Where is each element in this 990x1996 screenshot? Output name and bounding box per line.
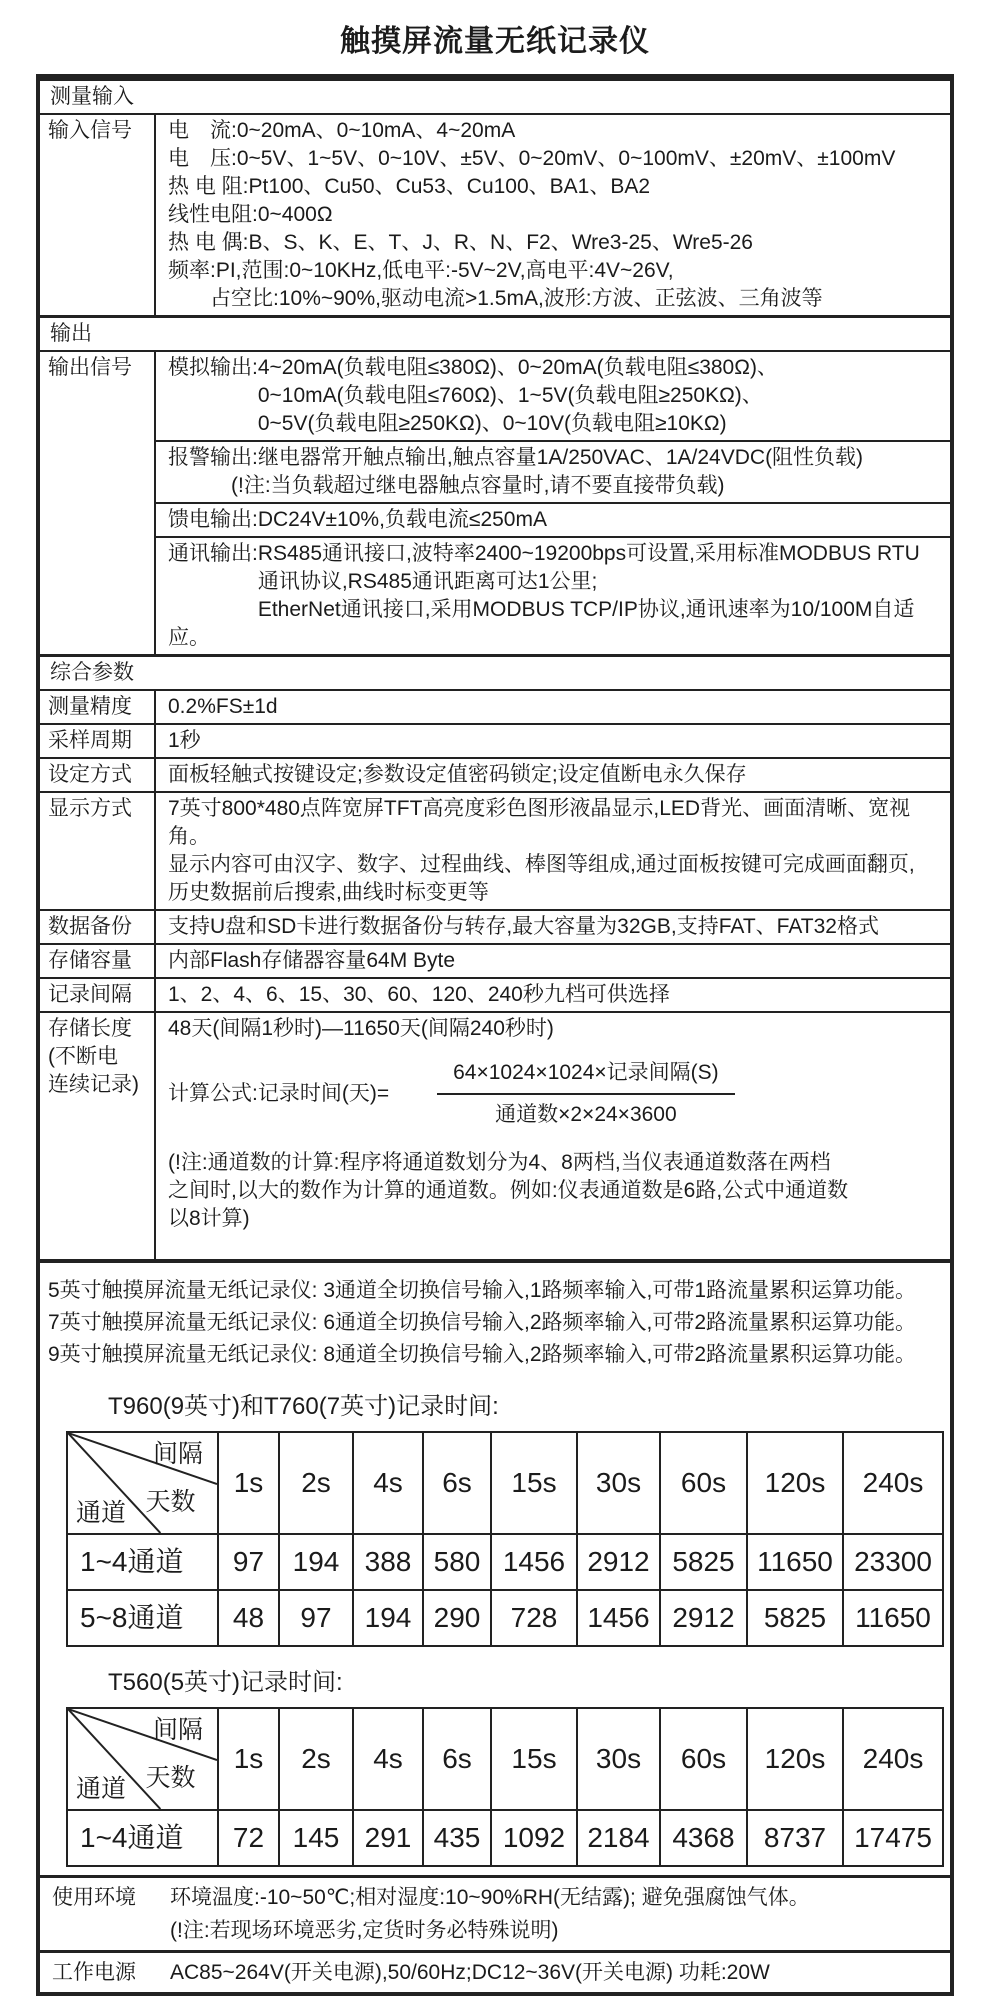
table-cell: 5825 [747,1590,843,1646]
spec-line: 支持U盘和SD卡进行数据备份与转存,最大容量为32GB,支持FAT、FAT32格式 [168,915,879,938]
row-label: 采样周期 [40,725,156,757]
row-output-signal [40,350,950,654]
row-content [156,793,950,909]
row-environment [40,1875,950,1950]
row-content [170,1956,950,1989]
row-content [156,691,950,723]
spec-line: 馈电输出:DC24V±10%,负载电流≤250mA [168,508,547,531]
spec-line: 7英寸800*480点阵宽屏TFT高亮度彩色图形液晶显示,LED背光、画面清晰、宽视角。 [168,797,911,848]
row-content [156,1013,950,1259]
corner-label-days: 天数 [145,1764,196,1792]
table-cell: 388 [353,1534,423,1590]
section-measure-input [40,78,950,113]
table-title-t560: T560(5英寸)记录时间: [108,1669,343,1696]
spec-line: 0~5V(负载电阻≥250KΩ)、0~10V(负载电阻≥10KΩ) [168,412,727,435]
col-header: 240s [843,1432,943,1534]
table-cell: 2184 [577,1810,660,1866]
spec-line: 模拟输出:4~20mA(负载电阻≤380Ω)、0~20mA(负载电阻≤380Ω)、 [168,356,778,379]
table-cell: 291 [353,1810,423,1866]
corner-label-days: 天数 [145,1488,196,1516]
row-accuracy [40,689,950,723]
product-line: 9英寸触摸屏流量无纸记录仪: 8通道全切换信号输入,2路频率输入,可带2路流量累积运算功能。 [48,1343,917,1366]
row-content [170,1881,950,1947]
spec-line: 显示内容可由汉字、数字、过程曲线、棒图等组成,通过面板按键可完成画面翻页, [168,853,915,876]
row-backup [40,909,950,943]
col-header: 240s [843,1708,943,1810]
table-row [67,1534,943,1590]
col-header: 2s [279,1708,353,1810]
row-header: 1~4通道 [67,1810,218,1866]
spec-line: (!注:当负载超过继电器触点容量时,请不要直接带负载) [168,474,725,497]
row-label: 输出信号 [40,352,156,654]
row-label: 数据备份 [40,911,156,943]
row-sampling [40,723,950,757]
col-header: 2s [279,1432,353,1534]
table-row [67,1590,943,1646]
row-label: 存储容量 [40,945,156,977]
table-cell: 194 [353,1590,423,1646]
power-line: AC85~264V(开关电源),50/60Hz;DC12~36V(开关电源) 功耗:20W [170,1961,770,1984]
row-display [40,791,950,909]
table-cell: 5825 [660,1534,747,1590]
col-header: 30s [577,1432,660,1534]
spec-line: 通讯输出:RS485通讯接口,波特率2400~19200bps可设置,采用标准MODBUS RTU [168,542,920,565]
row-storage-length [40,1011,950,1259]
col-header: 15s [491,1432,577,1534]
spec-line: 48天(间隔1秒时)—11650天(间隔240秒时) [168,1017,554,1040]
col-header: 4s [353,1432,423,1534]
row-input-signal [40,113,950,315]
label-line: 存储长度 [48,1017,132,1040]
row-capacity [40,943,950,977]
corner-label-interval: 间隔 [152,1440,203,1468]
spec-table [36,74,954,1996]
spec-line: 频率:PI,范围:0~10KHz,低电平:-5V~2V,高电平:4V~26V, [168,259,674,282]
row-content [156,725,950,757]
spec-line: 1秒 [168,729,201,752]
spec-line: 电 压:0~5V、1~5V、0~10V、±5V、0~20mV、0~100mV、±20mV、±100mV [168,147,896,170]
note-line: 以8计算) [168,1207,250,1230]
row-label: 工作电源 [52,1961,136,1984]
env-line: 环境温度:-10~50℃;相对湿度:10~90%RH(无结露); 避免强腐蚀气体。 [170,1886,810,1909]
table-cell: 728 [491,1590,577,1646]
record-time-table-t960-t760 [66,1431,944,1647]
section-header: 综合参数 [50,661,134,684]
table-cell: 23300 [843,1534,943,1590]
row-label: 显示方式 [40,793,156,909]
col-header: 30s [577,1708,660,1810]
row-header: 5~8通道 [67,1590,218,1646]
note-line: 之间时,以大的数作为计算的通道数。例如:仪表通道数是6路,公式中通道数 [168,1179,849,1202]
row-content [156,115,950,315]
table-header-row [67,1708,943,1810]
block-analog-output [156,352,950,440]
col-header: 1s [218,1432,279,1534]
table-cell: 11650 [747,1534,843,1590]
row-label: 设定方式 [40,759,156,791]
block-feed-output [156,502,950,536]
row-power [40,1950,950,1992]
col-header: 6s [423,1432,491,1534]
spec-line: 报警输出:继电器常开触点输出,触点容量1A/250VAC、1A/24VDC(阻性负载) [168,446,864,469]
table-header-row [67,1432,943,1534]
page-title: 触摸屏流量无纸记录仪 [340,25,650,58]
row-label: 测量精度 [40,691,156,723]
section-general [40,654,950,689]
label-line: (不断电 [48,1045,118,1068]
formula-prefix: 计算公式:记录时间(天)= [168,1082,390,1105]
record-time-formula [168,1059,942,1129]
product-description-section [40,1263,950,1867]
table-cell: 1092 [491,1810,577,1866]
table-cell: 1456 [491,1534,577,1590]
table-cell: 1456 [577,1590,660,1646]
col-header: 120s [747,1432,843,1534]
col-header: 15s [491,1708,577,1810]
formula-numerator: 64×1024×1024×记录间隔(S) [437,1059,735,1095]
col-header: 4s [353,1708,423,1810]
table-cell: 2912 [660,1590,747,1646]
spec-line: 热 电 偶:B、S、K、E、T、J、R、N、F2、Wre3-25、Wre5-26 [168,231,753,254]
table-cell: 8737 [747,1810,843,1866]
row-content [156,979,950,1011]
table-cell: 97 [218,1534,279,1590]
row-label: 记录间隔 [40,979,156,1011]
env-line: (!注:若现场环境恶劣,定货时务必特殊说明) [170,1919,559,1942]
table-title-t960-t760: T960(9英寸)和T760(7英寸)记录时间: [108,1393,499,1420]
table-cell: 97 [279,1590,353,1646]
section-header: 输出 [50,322,92,345]
formula-denominator: 通道数×2×24×3600 [495,1103,677,1126]
corner-label-interval: 间隔 [152,1716,203,1744]
row-content [156,945,950,977]
table-cell: 4368 [660,1810,747,1866]
table-cell: 48 [218,1590,279,1646]
table-cell: 145 [279,1810,353,1866]
corner-label-channel: 通道 [76,1499,127,1527]
spec-line: 1、2、4、6、15、30、60、120、240秒九档可供选择 [168,983,670,1006]
table-row [67,1810,943,1866]
row-label [40,1013,156,1259]
table-cell: 580 [423,1534,491,1590]
note-line: (!注:通道数的计算:程序将通道数划分为4、8两档,当仪表通道数落在两档 [168,1151,831,1174]
corner-label-channel: 通道 [76,1775,127,1803]
block-alarm-output [156,440,950,502]
table-cell: 11650 [843,1590,943,1646]
row-label: 使用环境 [52,1886,136,1909]
formula-fraction [437,1059,735,1129]
spec-line: 热 电 阻:Pt100、Cu50、Cu53、Cu100、BA1、BA2 [168,175,651,198]
spec-line: 0~10mA(负载电阻≤760Ω)、1~5V(负载电阻≥250KΩ)、 [168,384,763,407]
label-line: 连续记录) [48,1073,139,1096]
col-header: 120s [747,1708,843,1810]
spec-line: 面板轻触式按键设定;参数设定值密码锁定;设定值断电永久保存 [168,763,747,786]
row-label: 输入信号 [40,115,156,315]
record-time-table-t560 [66,1707,944,1867]
spec-line: 占空比:10%~90%,驱动电流>1.5mA,波形:方波、正弦波、三角波等 [168,287,823,310]
table-cell: 290 [423,1590,491,1646]
spec-line: 0.2%FS±1d [168,695,278,718]
col-header: 6s [423,1708,491,1810]
col-header: 60s [660,1432,747,1534]
spec-line: 线性电阻:0~400Ω [168,203,333,226]
section-output [40,315,950,350]
row-setting [40,757,950,791]
product-line: 7英寸触摸屏流量无纸记录仪: 6通道全切换信号输入,2路频率输入,可带2路流量累积运算功能。 [48,1311,917,1334]
col-header: 60s [660,1708,747,1810]
table-cell: 72 [218,1810,279,1866]
product-line: 5英寸触摸屏流量无纸记录仪: 3通道全切换信号输入,1路频率输入,可带1路流量累积运算功能。 [48,1279,917,1302]
table-cell: 17475 [843,1810,943,1866]
diagonal-corner-cell [67,1708,218,1810]
row-content [156,352,950,654]
table-cell: 435 [423,1810,491,1866]
row-content [156,911,950,943]
spec-line: EtherNet通讯接口,采用MODBUS TCP/IP协议,通讯速率为10/100M自适应。 [168,598,915,649]
spec-line: 历史数据前后搜索,曲线时标变更等 [168,881,489,904]
table-cell: 194 [279,1534,353,1590]
row-interval [40,977,950,1011]
spec-line: 电 流:0~20mA、0~10mA、4~20mA [168,119,516,142]
section-header: 测量输入 [50,85,134,108]
spec-line: 内部Flash存储器容量64M Byte [168,949,456,972]
spec-line: 通讯协议,RS485通讯距离可达1公里; [168,570,598,593]
table-cell: 2912 [577,1534,660,1590]
col-header: 1s [218,1708,279,1810]
row-content [156,759,950,791]
block-comm-output [156,536,950,654]
row-header: 1~4通道 [67,1534,218,1590]
diagonal-corner-cell [67,1432,218,1534]
